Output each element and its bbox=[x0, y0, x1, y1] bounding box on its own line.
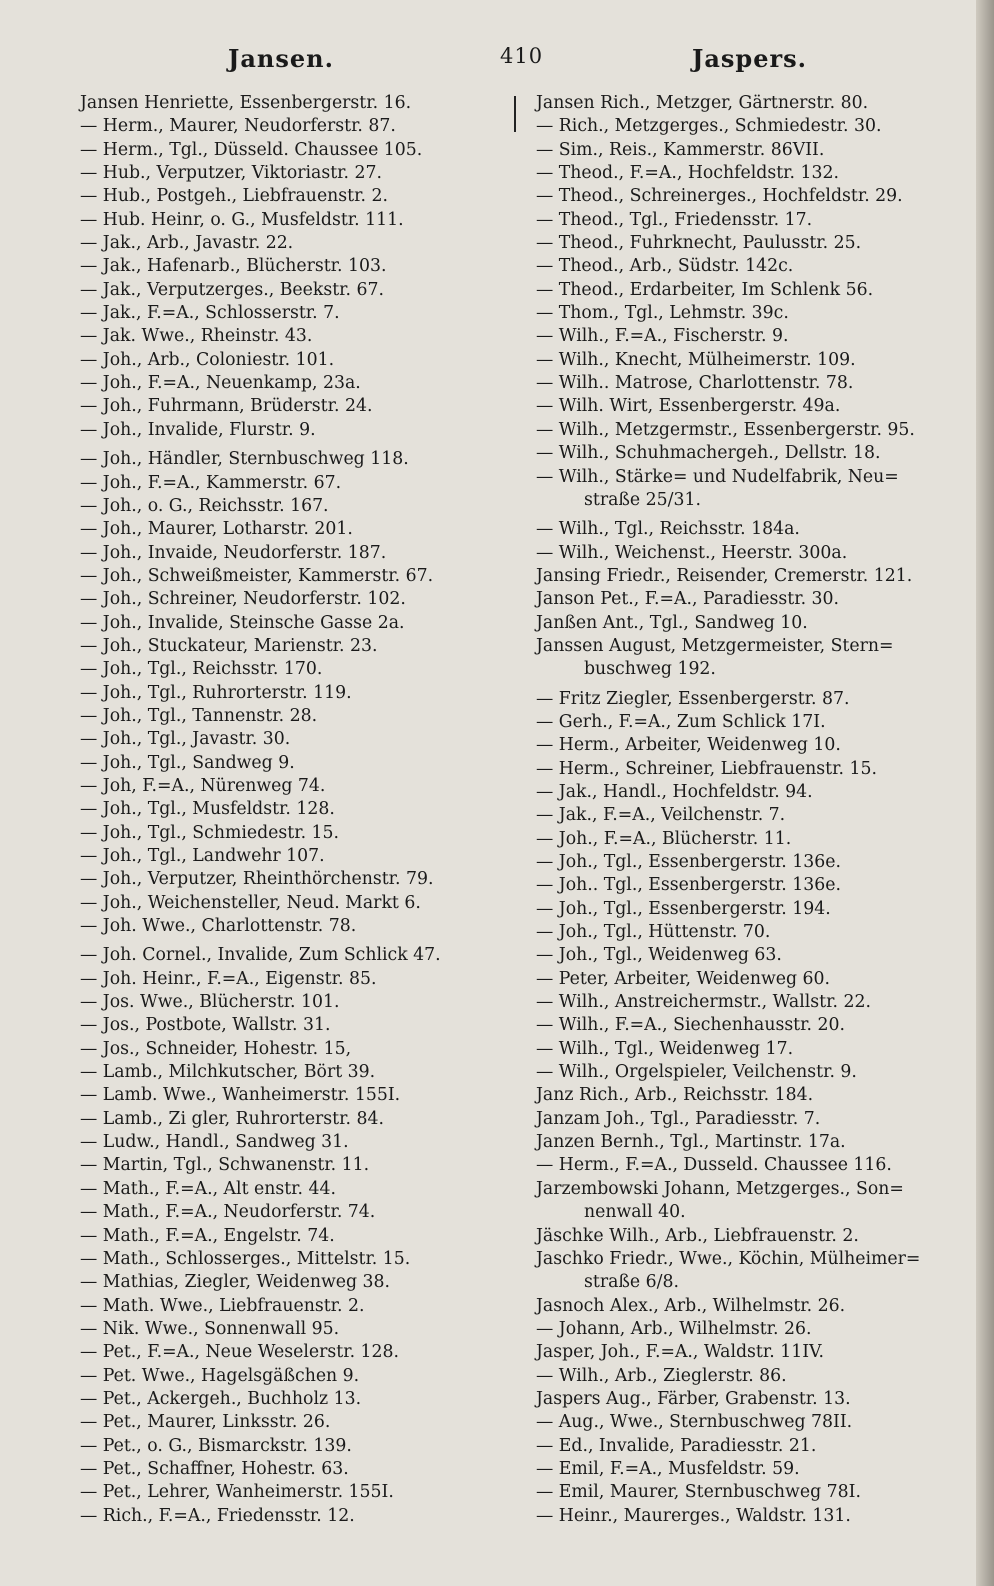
directory-entry: — Nik. Wwe., Sonnenwall 95. bbox=[80, 1318, 340, 1339]
directory-entry: — Hub., Verputzer, Viktoriastr. 27. bbox=[80, 163, 382, 184]
directory-entry: — Math., F.=A., Alt enstr. 44. bbox=[80, 1178, 337, 1199]
directory-entry: — Joh., Händler, Sternbuschweg 118. bbox=[80, 449, 409, 470]
directory-entry: — Pet., Ackergeh., Buchholz 13. bbox=[80, 1388, 362, 1409]
directory-entry: Jaspers Aug., Färber, Grabenstr. 13. bbox=[536, 1388, 851, 1409]
directory-entry: — Math., F.=A., Neudorferstr. 74. bbox=[80, 1202, 376, 1223]
directory-entry: — Jos., Schneider, Hohestr. 15, bbox=[80, 1038, 352, 1059]
directory-entry: — Wilh., Schuhmachergeh., Dellstr. 18. bbox=[536, 443, 881, 464]
directory-entry: — Herm., Schreiner, Liebfrauenstr. 15. bbox=[536, 758, 877, 779]
right-column bbox=[536, 92, 966, 1528]
directory-entry: — Joh., Arb., Coloniestr. 101. bbox=[80, 349, 335, 370]
directory-entry: — Jos. Wwe., Blücherstr. 101. bbox=[80, 992, 340, 1013]
directory-entry: — Joh., Tgl., Javastr. 30. bbox=[80, 729, 291, 750]
directory-entry: — Joh. Cornel., Invalide, Zum Schlick 47. bbox=[80, 945, 441, 966]
directory-entry: — Ludw., Handl., Sandweg 31. bbox=[80, 1132, 349, 1153]
directory-entry: Jasper, Joh., F.=A., Waldstr. 11IV. bbox=[536, 1342, 824, 1363]
directory-entry: — Jos., Postbote, Wallstr. 31. bbox=[80, 1015, 331, 1036]
directory-entry: — Heinr., Maurerges., Waldstr. 131. bbox=[536, 1505, 851, 1526]
directory-entry: — Pet., Schaffner, Hohestr. 63. bbox=[80, 1458, 349, 1479]
directory-entry: — Joh., Tgl., Essenbergerstr. 194. bbox=[536, 898, 831, 919]
directory-entry: — Wilh., Anstreichermstr., Wallstr. 22. bbox=[536, 992, 871, 1013]
directory-entry: — Herm., Maurer, Neudorferstr. 87. bbox=[80, 116, 396, 137]
page-edge-shadow bbox=[976, 0, 994, 1586]
directory-entry: — Rich., F.=A., Friedensstr. 12. bbox=[80, 1505, 355, 1526]
directory-entry: — Joh., Schreiner, Neudorferstr. 102. bbox=[80, 589, 406, 610]
entry-continuation: straße 25/31. bbox=[584, 489, 701, 510]
directory-entry: — Joh., Tgl., Ruhrorterstr. 119. bbox=[80, 682, 352, 703]
directory-entry: — Joh. Heinr., F.=A., Eigenstr. 85. bbox=[80, 968, 377, 989]
directory-entry: — Joh., Invaide, Neudorferstr. 187. bbox=[80, 542, 387, 563]
directory-entry: — Wilh., F.=A., Fischerstr. 9. bbox=[536, 326, 789, 347]
directory-entry: — Theod., Schreinerges., Hochfeldstr. 29. bbox=[536, 186, 903, 207]
entry-continuation: straße 6/8. bbox=[584, 1272, 679, 1293]
directory-entry: — Wilh., Tgl., Reichsstr. 184a. bbox=[536, 519, 800, 540]
directory-entry: — Joh., Tgl., Reichsstr. 170. bbox=[80, 659, 323, 680]
directory-entry: Jansen Henriette, Essenbergerstr. 16. bbox=[80, 93, 412, 113]
entry-continuation: buschweg 192. bbox=[584, 659, 716, 680]
directory-entry: — Wilh.. Matrose, Charlottenstr. 78. bbox=[536, 373, 854, 394]
directory-entry: — Peter, Arbeiter, Weidenweg 60. bbox=[536, 968, 831, 989]
directory-entry: — Jak., Handl., Hochfeldstr. 94. bbox=[536, 781, 813, 802]
directory-entry: — Pet., Lehrer, Wanheimerstr. 155I. bbox=[80, 1482, 394, 1503]
directory-entry: Jaschko Friedr., Wwe., Köchin, Mülheimer= bbox=[536, 1248, 921, 1269]
directory-entry: Janzen Bernh., Tgl., Martinstr. 17a. bbox=[536, 1132, 846, 1153]
header-right-name: Jaspers. bbox=[692, 44, 807, 73]
directory-entry: — Wilh., Metzgermstr., Essenbergerstr. 95. bbox=[536, 419, 915, 440]
directory-entry: — Sim., Reis., Kammerstr. 86VII. bbox=[536, 139, 825, 160]
directory-entry: — Lamb. Wwe., Wanheimerstr. 155I. bbox=[80, 1085, 401, 1106]
directory-entry: — Jak., F.=A., Schlosserstr. 7. bbox=[80, 303, 340, 324]
directory-entry: Jansing Friedr., Reisender, Cremerstr. 121. bbox=[536, 565, 913, 586]
directory-entry: — Hub. Heinr, o. G., Musfeldstr. 111. bbox=[80, 209, 404, 230]
page-number: 410 bbox=[500, 44, 544, 68]
directory-entry: Jarzembowski Johann, Metzgerges., Son= bbox=[536, 1178, 904, 1199]
directory-entry: — Joh., Tgl., Sandweg 9. bbox=[80, 752, 295, 773]
directory-entry: — Joh., o. G., Reichsstr. 167. bbox=[80, 495, 329, 516]
directory-entry: — Joh., F.=A., Neuenkamp, 23a. bbox=[80, 373, 361, 394]
directory-entry: — Thom., Tgl., Lehmstr. 39c. bbox=[536, 303, 789, 324]
directory-entry: — Pet., Maurer, Linksstr. 26. bbox=[80, 1412, 331, 1433]
directory-entry: — Jak., F.=A., Veilchenstr. 7. bbox=[536, 805, 786, 826]
directory-entry: — Wilh., Weichenst., Heerstr. 300a. bbox=[536, 542, 848, 563]
directory-entry: — Martin, Tgl., Schwanenstr. 11. bbox=[80, 1155, 370, 1176]
directory-entry: — Herm., Arbeiter, Weidenweg 10. bbox=[536, 735, 841, 756]
directory-entry: — Joh., F.=A., Kammerstr. 67. bbox=[80, 472, 342, 493]
directory-entry: — Joh., Tgl., Hüttenstr. 70. bbox=[536, 922, 771, 943]
directory-entry: — Emil, Maurer, Sternbuschweg 78I. bbox=[536, 1482, 861, 1503]
directory-entry: — Theod., F.=A., Hochfeldstr. 132. bbox=[536, 163, 839, 184]
directory-entry: Jäschke Wilh., Arb., Liebfrauenstr. 2. bbox=[536, 1225, 859, 1246]
directory-entry: — Fritz Ziegler, Essenbergerstr. 87. bbox=[536, 688, 850, 709]
directory-entry: — Lamb., Milchkutscher, Bört 39. bbox=[80, 1062, 376, 1083]
left-column bbox=[80, 92, 510, 1528]
directory-entry: — Jak., Arb., Javastr. 22. bbox=[80, 233, 294, 254]
directory-entry: — Joh., Verputzer, Rheinthörchenstr. 79. bbox=[80, 869, 434, 890]
directory-entry: — Pet. Wwe., Hagelsgäßchen 9. bbox=[80, 1365, 360, 1386]
directory-entry: — Joh., Tgl., Weidenweg 63. bbox=[536, 945, 782, 966]
directory-entry: — Jak. Wwe., Rheinstr. 43. bbox=[80, 326, 313, 347]
directory-entry: — Pet., F.=A., Neue Weselerstr. 128. bbox=[80, 1342, 400, 1363]
directory-entry: — Ed., Invalide, Paradiesstr. 21. bbox=[536, 1435, 817, 1456]
directory-entry: — Wilh., Tgl., Weidenweg 17. bbox=[536, 1038, 794, 1059]
directory-entry: — Herm., F.=A., Dusseld. Chaussee 116. bbox=[536, 1155, 892, 1176]
directory-entry: — Joh., Fuhrmann, Brüderstr. 24. bbox=[80, 396, 373, 417]
directory-entry: — Herm., Tgl., Düsseld. Chaussee 105. bbox=[80, 139, 423, 160]
directory-entry: — Joh., Invalide, Flurstr. 9. bbox=[80, 419, 316, 440]
directory-entry: — Joh., Schweißmeister, Kammerstr. 67. bbox=[80, 565, 434, 586]
directory-entry: — Joh., F.=A., Blücherstr. 11. bbox=[536, 828, 792, 849]
directory-entry: Janssen August, Metzgermeister, Stern= bbox=[536, 635, 894, 656]
directory-entry: — Joh., Weichensteller, Neud. Markt 6. bbox=[80, 892, 421, 913]
directory-entry: Janson Pet., F.=A., Paradiesstr. 30. bbox=[536, 589, 840, 610]
directory-entry: — Joh.. Tgl., Essenbergerstr. 136e. bbox=[536, 875, 841, 896]
directory-entry: — Lamb., Zi gler, Ruhrorterstr. 84. bbox=[80, 1108, 384, 1129]
directory-entry: — Emil, F.=A., Musfeldstr. 59. bbox=[536, 1458, 800, 1479]
directory-entry: — Joh., Tgl., Essenbergerstr. 136e. bbox=[536, 852, 841, 872]
directory-entry: — Wilh., Knecht, Mülheimerstr. 109. bbox=[536, 349, 856, 370]
directory-entry: — Joh., Invalide, Steinsche Gasse 2a. bbox=[80, 612, 405, 633]
directory-entry: — Joh, F.=A., Nürenweg 74. bbox=[80, 775, 326, 796]
directory-entry: — Gerh., F.=A., Zum Schlick 17I. bbox=[536, 711, 826, 732]
directory-entry: Jasnoch Alex., Arb., Wilhelmstr. 26. bbox=[536, 1295, 846, 1316]
directory-entry: — Theod., Erdarbeiter, Im Schlenk 56. bbox=[536, 279, 874, 300]
directory-entry: — Joh., Maurer, Lotharstr. 201. bbox=[80, 519, 353, 540]
directory-entry: — Wilh., Orgelspieler, Veilchenstr. 9. bbox=[536, 1062, 857, 1083]
directory-entry: — Theod., Fuhrknecht, Paulusstr. 25. bbox=[536, 233, 862, 254]
directory-entry: — Wilh., Stärke= und Nudelfabrik, Neu= bbox=[536, 466, 899, 487]
directory-entry: — Aug., Wwe., Sternbuschweg 78II. bbox=[536, 1412, 853, 1433]
directory-entry: — Joh., Tgl., Schmiedestr. 15. bbox=[80, 822, 340, 843]
entry-continuation: nenwall 40. bbox=[584, 1202, 686, 1223]
directory-entry: — Wilh. Wirt, Essenbergerstr. 49a. bbox=[536, 396, 841, 417]
directory-entry: — Joh., Tgl., Musfeldstr. 128. bbox=[80, 799, 335, 820]
directory-entry: — Johann, Arb., Wilhelmstr. 26. bbox=[536, 1318, 812, 1339]
directory-entry: — Joh., Tgl., Landwehr 107. bbox=[80, 846, 325, 866]
directory-entry: Janzam Joh., Tgl., Paradiesstr. 7. bbox=[536, 1108, 821, 1129]
directory-entry: — Mathias, Ziegler, Weidenweg 38. bbox=[80, 1272, 391, 1293]
directory-entry: — Math., F.=A., Engelstr. 74. bbox=[80, 1225, 335, 1246]
header-left-name: Jansen. bbox=[228, 44, 334, 73]
directory-entry: Janz Rich., Arb., Reichsstr. 184. bbox=[536, 1085, 814, 1106]
directory-entry: — Wilh., F.=A., Siechenhausstr. 20. bbox=[536, 1015, 845, 1036]
directory-entry: — Hub., Postgeh., Liebfrauenstr. 2. bbox=[80, 186, 388, 207]
directory-entry: — Joh. Wwe., Charlottenstr. 78. bbox=[80, 916, 357, 937]
column-divider bbox=[514, 96, 516, 132]
directory-entry: — Math., Schlosserges., Mittelstr. 15. bbox=[80, 1248, 411, 1269]
directory-entry: — Jak., Verputzerges., Beekstr. 67. bbox=[80, 279, 384, 300]
directory-entry: — Theod., Arb., Südstr. 142c. bbox=[536, 256, 794, 277]
directory-entry: — Joh., Stuckateur, Marienstr. 23. bbox=[80, 635, 378, 656]
directory-entry: — Pet., o. G., Bismarckstr. 139. bbox=[80, 1435, 352, 1456]
directory-entry: — Joh., Tgl., Tannenstr. 28. bbox=[80, 705, 318, 726]
directory-entry: — Rich., Metzgerges., Schmiedestr. 30. bbox=[536, 116, 882, 137]
directory-entry: Janßen Ant., Tgl., Sandweg 10. bbox=[536, 612, 808, 633]
directory-entry: — Wilh., Arb., Zieglerstr. 86. bbox=[536, 1365, 787, 1386]
directory-entry: Jansen Rich., Metzger, Gärtnerstr. 80. bbox=[536, 93, 869, 113]
directory-entry: — Theod., Tgl., Friedensstr. 17. bbox=[536, 209, 813, 230]
page-header bbox=[60, 44, 980, 84]
directory-entry: — Jak., Hafenarb., Blücherstr. 103. bbox=[80, 256, 387, 277]
directory-entry: — Math. Wwe., Liebfrauenstr. 2. bbox=[80, 1295, 365, 1316]
